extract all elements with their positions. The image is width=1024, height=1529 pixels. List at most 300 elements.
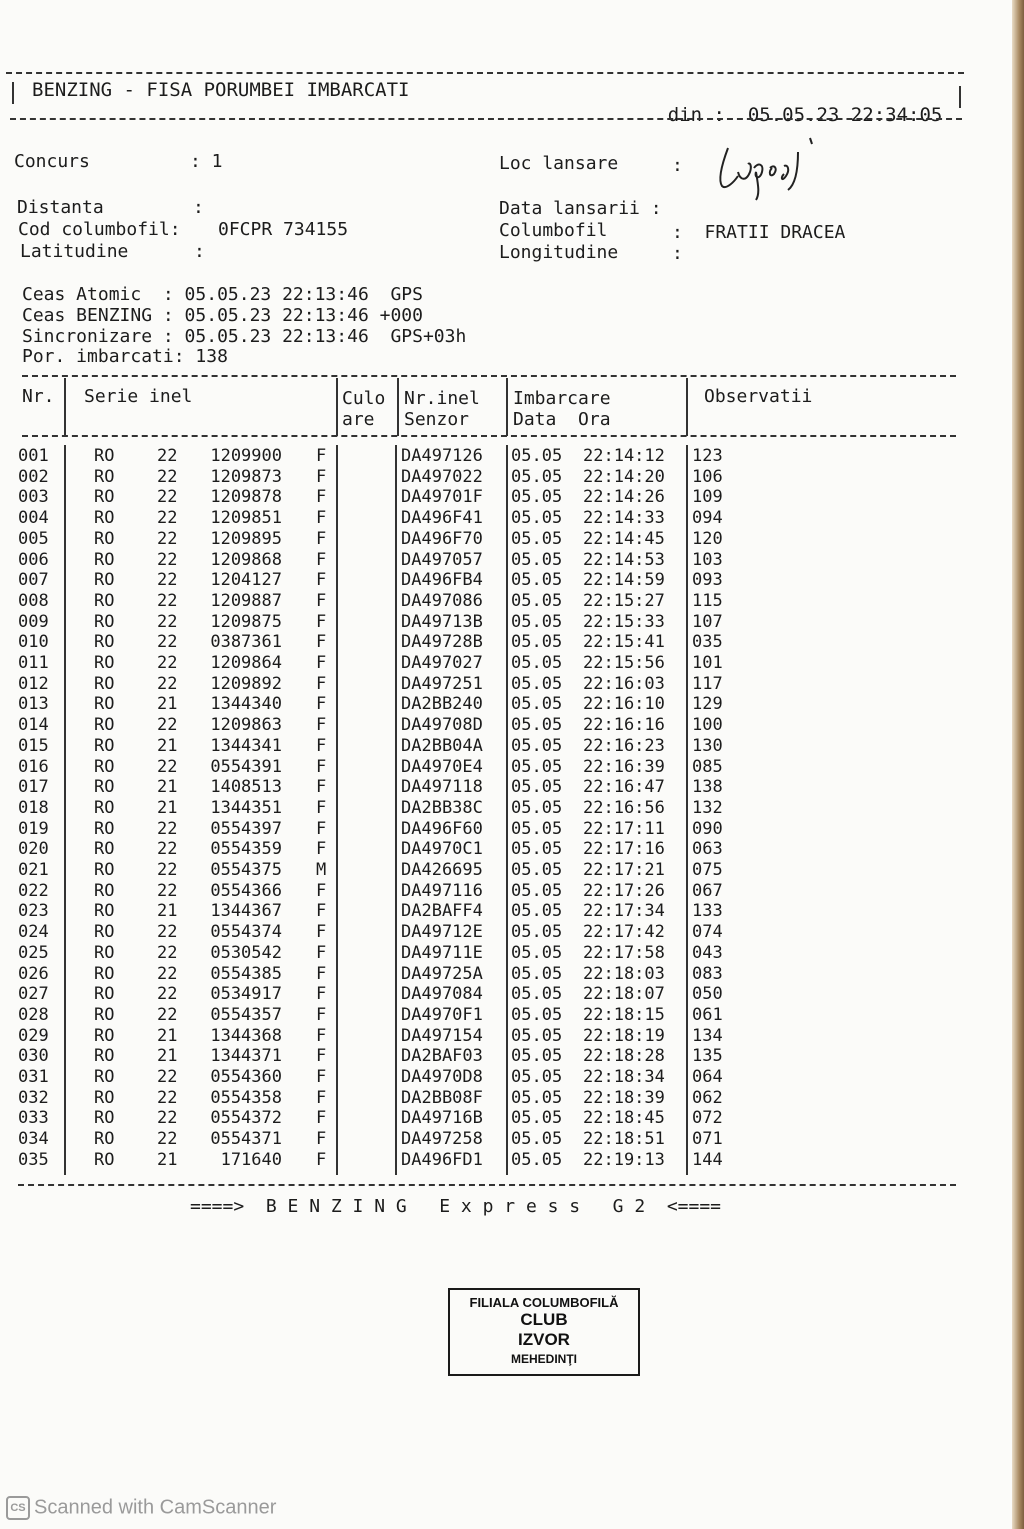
row-country: RO <box>94 901 115 922</box>
row-observation: 062 <box>692 1087 723 1108</box>
row-observation: 093 <box>692 570 723 591</box>
row-date: 05.05 <box>511 963 563 984</box>
row-date: 05.05 <box>511 508 563 529</box>
loc-lansare-label: Loc lansare <box>499 153 619 174</box>
row-year: 22 <box>157 673 178 694</box>
header-right-border <box>959 86 961 108</box>
row-year: 22 <box>157 880 178 901</box>
row-year: 22 <box>157 818 178 839</box>
row-country: RO <box>94 549 115 570</box>
distanta-value: : <box>193 197 204 218</box>
table-row <box>18 508 778 528</box>
row-time: 22:14:59 <box>583 570 665 591</box>
row-country: RO <box>94 1004 115 1025</box>
row-observation: 064 <box>692 1067 723 1087</box>
row-sex: F <box>316 901 327 922</box>
row-time: 22:17:42 <box>583 922 665 943</box>
camscanner-watermark <box>6 1496 276 1520</box>
row-nr: 026 <box>18 963 49 984</box>
benzing-express-banner: ====> B E N Z I N G E x p r e s s G 2 <==== <box>190 1196 722 1217</box>
row-ring: 1344368 <box>210 1025 282 1046</box>
row-date: 05.05 <box>511 922 563 943</box>
row-country: RO <box>94 528 115 549</box>
row-time: 22:18:51 <box>583 1129 665 1150</box>
row-nr: 031 <box>18 1067 49 1087</box>
table-row <box>18 964 778 984</box>
table-row <box>18 674 778 694</box>
row-date: 05.05 <box>511 1149 563 1170</box>
table-row <box>18 1129 778 1149</box>
row-sensor: DA497086 <box>401 590 483 611</box>
row-sex: F <box>316 590 327 611</box>
row-country: RO <box>94 570 115 591</box>
row-sensor: DA49701F <box>401 487 483 508</box>
row-sensor: DA2BAFF4 <box>401 901 483 922</box>
row-year: 22 <box>157 653 178 673</box>
row-nr: 003 <box>18 487 49 508</box>
row-time: 22:17:58 <box>583 942 665 963</box>
row-sex: F <box>316 880 327 901</box>
row-year: 22 <box>157 984 178 1005</box>
row-year: 22 <box>157 590 178 611</box>
row-observation: 144 <box>692 1149 723 1170</box>
row-country: RO <box>94 818 115 839</box>
row-ring: 1209878 <box>210 487 282 508</box>
row-date: 05.05 <box>511 818 563 839</box>
row-nr: 014 <box>18 715 49 736</box>
row-sex: F <box>316 549 327 570</box>
row-country: RO <box>94 1108 115 1129</box>
row-year: 22 <box>157 839 178 860</box>
row-year: 21 <box>157 694 178 715</box>
row-ring: 0554366 <box>210 880 282 901</box>
table-row <box>18 1046 778 1066</box>
row-observation: 072 <box>692 1108 723 1129</box>
row-time: 22:18:39 <box>583 1087 665 1108</box>
col-header-imbarcare-2: Data Ora <box>513 409 611 430</box>
row-nr: 018 <box>18 797 49 818</box>
table-row <box>18 922 778 942</box>
stamp-line-3: IZVOR <box>518 1330 570 1349</box>
row-sensor: DA49713B <box>401 611 483 632</box>
row-country: RO <box>94 590 115 611</box>
row-time: 22:14:53 <box>583 549 665 570</box>
row-time: 22:15:41 <box>583 632 665 653</box>
row-sex: F <box>316 1067 327 1087</box>
row-date: 05.05 <box>511 446 563 466</box>
row-nr: 022 <box>18 880 49 901</box>
row-nr: 019 <box>18 818 49 839</box>
row-ring: 1344341 <box>210 735 282 756</box>
row-sex: F <box>316 1087 327 1108</box>
row-observation: 117 <box>692 673 723 694</box>
row-country: RO <box>94 839 115 860</box>
table-row <box>18 694 778 714</box>
table-row <box>18 591 778 611</box>
col-header-imbarcare-1: Imbarcare <box>513 388 611 409</box>
row-sex: F <box>316 1108 327 1129</box>
row-time: 22:16:23 <box>583 735 665 756</box>
row-country: RO <box>94 880 115 901</box>
row-sensor: DA496F70 <box>401 528 483 549</box>
table-row <box>18 467 778 487</box>
row-ring: 1209887 <box>210 590 282 611</box>
row-sex: F <box>316 735 327 756</box>
concurs-value: : 1 <box>190 151 223 172</box>
row-country: RO <box>94 1129 115 1150</box>
row-ring: 0530542 <box>210 942 282 963</box>
row-country: RO <box>94 756 115 777</box>
row-nr: 004 <box>18 508 49 529</box>
row-sensor: DA497258 <box>401 1129 483 1150</box>
watermark-text: Scanned with CamScanner <box>34 1496 277 1519</box>
row-sex: F <box>316 942 327 963</box>
table-top-border <box>22 375 956 377</box>
table-row <box>18 1150 778 1170</box>
row-nr: 009 <box>18 611 49 632</box>
row-year: 22 <box>157 632 178 653</box>
col-sep-nrinel <box>397 378 399 436</box>
row-time: 22:14:45 <box>583 528 665 549</box>
row-year: 22 <box>157 756 178 777</box>
row-date: 05.05 <box>511 984 563 1005</box>
row-year: 22 <box>157 715 178 736</box>
row-sensor: DA2BB240 <box>401 694 483 715</box>
row-sensor: DA4970E4 <box>401 756 483 777</box>
table-bottom-border <box>18 1184 956 1186</box>
row-ring: 1408513 <box>210 777 282 798</box>
row-country: RO <box>94 611 115 632</box>
ceas-benzing-line: Ceas BENZING : 05.05.23 22:13:46 +000 <box>22 305 423 326</box>
row-observation: 035 <box>692 632 723 653</box>
row-nr: 034 <box>18 1129 49 1150</box>
row-sex: F <box>316 984 327 1005</box>
row-ring: 171640 <box>220 1149 282 1170</box>
row-observation: 061 <box>692 1004 723 1025</box>
row-date: 05.05 <box>511 860 563 880</box>
row-country: RO <box>94 797 115 818</box>
row-sensor: DA497154 <box>401 1025 483 1046</box>
row-sex: F <box>316 508 327 529</box>
row-sex: F <box>316 694 327 715</box>
row-sex: F <box>316 446 327 466</box>
row-date: 05.05 <box>511 756 563 777</box>
row-ring: 0554374 <box>210 922 282 943</box>
row-year: 22 <box>157 466 178 487</box>
header-left-border <box>12 82 14 104</box>
table-row <box>18 715 778 735</box>
row-sensor: DA2BB08F <box>401 1087 483 1108</box>
row-sex: F <box>316 715 327 736</box>
stamp-line-2: CLUB <box>520 1310 568 1329</box>
row-ring: 0387361 <box>210 632 282 653</box>
row-time: 22:16:56 <box>583 797 665 818</box>
row-time: 22:16:47 <box>583 777 665 798</box>
col-header-nrinel-1: Nr.inel <box>404 388 480 409</box>
row-observation: 043 <box>692 942 723 963</box>
row-sensor: DA497084 <box>401 984 483 1005</box>
row-date: 05.05 <box>511 777 563 798</box>
row-nr: 013 <box>18 694 49 715</box>
row-ring: 1344371 <box>210 1046 282 1067</box>
row-ring: 0554358 <box>210 1087 282 1108</box>
row-nr: 011 <box>18 653 49 673</box>
row-country: RO <box>94 1025 115 1046</box>
row-date: 05.05 <box>511 880 563 901</box>
row-time: 22:15:33 <box>583 611 665 632</box>
col-header-nr: Nr. <box>22 386 55 407</box>
row-time: 22:18:28 <box>583 1046 665 1067</box>
row-sensor: DA497057 <box>401 549 483 570</box>
row-ring: 0554360 <box>210 1067 282 1087</box>
row-year: 22 <box>157 487 178 508</box>
row-sex: F <box>316 570 327 591</box>
row-observation: 074 <box>692 922 723 943</box>
row-sensor: DA2BAF03 <box>401 1046 483 1067</box>
row-nr: 020 <box>18 839 49 860</box>
row-sensor: DA496FD1 <box>401 1149 483 1170</box>
stamp-line-1: FILIALA COLUMBOFILĂ <box>469 1295 619 1310</box>
row-date: 05.05 <box>511 653 563 673</box>
table-row <box>18 1026 778 1046</box>
row-sensor: DA497126 <box>401 446 483 466</box>
table-row <box>18 529 778 549</box>
table-row <box>18 777 778 797</box>
row-time: 22:17:21 <box>583 860 665 880</box>
handwritten-location-signature <box>712 134 822 204</box>
columbofil-label: Columbofil <box>499 220 608 241</box>
row-year: 22 <box>157 570 178 591</box>
row-sensor: DA49708D <box>401 715 483 736</box>
table-row <box>18 943 778 963</box>
row-nr: 007 <box>18 570 49 591</box>
col-sep-nr <box>64 378 66 436</box>
table-row <box>18 550 778 570</box>
row-date: 05.05 <box>511 590 563 611</box>
row-sex: F <box>316 1004 327 1025</box>
row-nr: 010 <box>18 632 49 653</box>
row-year: 21 <box>157 797 178 818</box>
row-observation: 107 <box>692 611 723 632</box>
row-sensor: DA497022 <box>401 466 483 487</box>
row-observation: 071 <box>692 1129 723 1150</box>
row-observation: 085 <box>692 756 723 777</box>
table-row <box>18 819 778 839</box>
columbofil-value: : FRATII DRACEA <box>672 222 846 243</box>
row-observation: 075 <box>692 860 723 880</box>
row-time: 22:16:16 <box>583 715 665 736</box>
row-date: 05.05 <box>511 487 563 508</box>
row-time: 22:14:12 <box>583 446 665 466</box>
row-nr: 021 <box>18 860 49 880</box>
row-sensor: DA49711E <box>401 942 483 963</box>
row-date: 05.05 <box>511 611 563 632</box>
row-observation: 101 <box>692 653 723 673</box>
col-header-nrinel-2: Senzor <box>404 409 470 430</box>
row-time: 22:18:15 <box>583 1004 665 1025</box>
row-year: 21 <box>157 735 178 756</box>
row-country: RO <box>94 922 115 943</box>
row-sensor: DA496F60 <box>401 818 483 839</box>
row-country: RO <box>94 508 115 529</box>
row-time: 22:15:56 <box>583 653 665 673</box>
row-year: 21 <box>157 901 178 922</box>
row-year: 21 <box>157 1149 178 1170</box>
row-date: 05.05 <box>511 839 563 860</box>
row-nr: 032 <box>18 1087 49 1108</box>
row-nr: 024 <box>18 922 49 943</box>
row-observation: 133 <box>692 901 723 922</box>
row-ring: 1204127 <box>210 570 282 591</box>
row-country: RO <box>94 1149 115 1170</box>
row-sex: F <box>316 839 327 860</box>
table-row <box>18 487 778 507</box>
row-time: 22:18:34 <box>583 1067 665 1087</box>
row-time: 22:18:07 <box>583 984 665 1005</box>
table-header-bottom-border <box>22 435 956 437</box>
row-sensor: DA497251 <box>401 673 483 694</box>
row-nr: 027 <box>18 984 49 1005</box>
row-sex: M <box>316 860 327 880</box>
table-row <box>18 1108 778 1128</box>
row-year: 22 <box>157 1108 178 1129</box>
row-country: RO <box>94 446 115 466</box>
row-ring: 1209873 <box>210 466 282 487</box>
row-sensor: DA497118 <box>401 777 483 798</box>
latitudine-label: Latitudine <box>20 241 129 262</box>
row-observation: 106 <box>692 466 723 487</box>
row-nr: 006 <box>18 549 49 570</box>
row-date: 05.05 <box>511 901 563 922</box>
row-country: RO <box>94 673 115 694</box>
din-label: din : <box>667 104 725 126</box>
row-ring: 1344367 <box>210 901 282 922</box>
row-nr: 033 <box>18 1108 49 1129</box>
row-sex: F <box>316 818 327 839</box>
row-ring: 0554385 <box>210 963 282 984</box>
row-country: RO <box>94 487 115 508</box>
col-header-culoare-1: Culo <box>342 388 386 409</box>
row-date: 05.05 <box>511 1108 563 1129</box>
table-row <box>18 901 778 921</box>
row-date: 05.05 <box>511 1129 563 1150</box>
row-sex: F <box>316 797 327 818</box>
row-date: 05.05 <box>511 632 563 653</box>
row-nr: 035 <box>18 1149 49 1170</box>
row-time: 22:14:33 <box>583 508 665 529</box>
row-ring: 1209892 <box>210 673 282 694</box>
row-sex: F <box>316 528 327 549</box>
report-title: BENZING - FISA PORUMBEI IMBARCATI <box>32 79 410 101</box>
table-row <box>18 446 778 466</box>
row-time: 22:16:10 <box>583 694 665 715</box>
table-row <box>18 1005 778 1025</box>
row-sex: F <box>316 1046 327 1067</box>
row-year: 22 <box>157 922 178 943</box>
row-sex: F <box>316 487 327 508</box>
row-nr: 016 <box>18 756 49 777</box>
row-sex: F <box>316 1149 327 1170</box>
latitudine-value: : <box>194 241 205 262</box>
row-year: 22 <box>157 963 178 984</box>
row-ring: 1209851 <box>210 508 282 529</box>
table-row <box>18 839 778 859</box>
row-time: 22:18:03 <box>583 963 665 984</box>
row-sensor: DA496FB4 <box>401 570 483 591</box>
table-row <box>18 881 778 901</box>
row-sex: F <box>316 922 327 943</box>
distanta-label: Distanta <box>17 197 104 218</box>
col-sep-imbarcare <box>506 378 508 436</box>
stamp-line-4: MEHEDINŢI <box>511 1352 577 1366</box>
row-ring: 0554375 <box>210 860 282 880</box>
row-sensor: DA49725A <box>401 963 483 984</box>
table-row <box>18 1067 778 1087</box>
row-sensor: DA4970C1 <box>401 839 483 860</box>
row-sensor: DA2BB04A <box>401 735 483 756</box>
longitudine-value: : <box>672 243 683 264</box>
table-row <box>18 860 778 880</box>
row-ring: 0554357 <box>210 1004 282 1025</box>
row-nr: 005 <box>18 528 49 549</box>
row-observation: 123 <box>692 446 723 466</box>
row-year: 22 <box>157 860 178 880</box>
row-observation: 120 <box>692 528 723 549</box>
row-sex: F <box>316 653 327 673</box>
row-sex: F <box>316 777 327 798</box>
row-date: 05.05 <box>511 570 563 591</box>
row-country: RO <box>94 777 115 798</box>
row-country: RO <box>94 1046 115 1067</box>
row-ring: 1209868 <box>210 549 282 570</box>
row-year: 22 <box>157 1129 178 1150</box>
row-ring: 1344340 <box>210 694 282 715</box>
row-ring: 0554397 <box>210 818 282 839</box>
row-date: 05.05 <box>511 1025 563 1046</box>
row-date: 05.05 <box>511 735 563 756</box>
row-date: 05.05 <box>511 528 563 549</box>
row-country: RO <box>94 735 115 756</box>
row-ring: 0554359 <box>210 839 282 860</box>
row-sex: F <box>316 673 327 694</box>
row-date: 05.05 <box>511 694 563 715</box>
row-date: 05.05 <box>511 1046 563 1067</box>
row-ring: 0534917 <box>210 984 282 1005</box>
table-row <box>18 757 778 777</box>
row-date: 05.05 <box>511 466 563 487</box>
row-date: 05.05 <box>511 549 563 570</box>
row-year: 22 <box>157 611 178 632</box>
table-row <box>18 612 778 632</box>
row-ring: 1209875 <box>210 611 282 632</box>
porumbei-imbarcati-line: Por. imbarcati: 138 <box>22 346 228 367</box>
header-top-border <box>6 72 964 74</box>
row-year: 22 <box>157 446 178 466</box>
row-date: 05.05 <box>511 715 563 736</box>
row-sensor: DA49716B <box>401 1108 483 1129</box>
row-sensor: DA49728B <box>401 632 483 653</box>
row-observation: 083 <box>692 963 723 984</box>
row-nr: 017 <box>18 777 49 798</box>
row-country: RO <box>94 984 115 1005</box>
row-time: 22:17:34 <box>583 901 665 922</box>
row-sensor: DA49712E <box>401 922 483 943</box>
table-row <box>18 1088 778 1108</box>
row-year: 22 <box>157 1067 178 1087</box>
page-edge-shadow <box>1012 0 1024 1529</box>
row-time: 22:18:45 <box>583 1108 665 1129</box>
row-observation: 138 <box>692 777 723 798</box>
